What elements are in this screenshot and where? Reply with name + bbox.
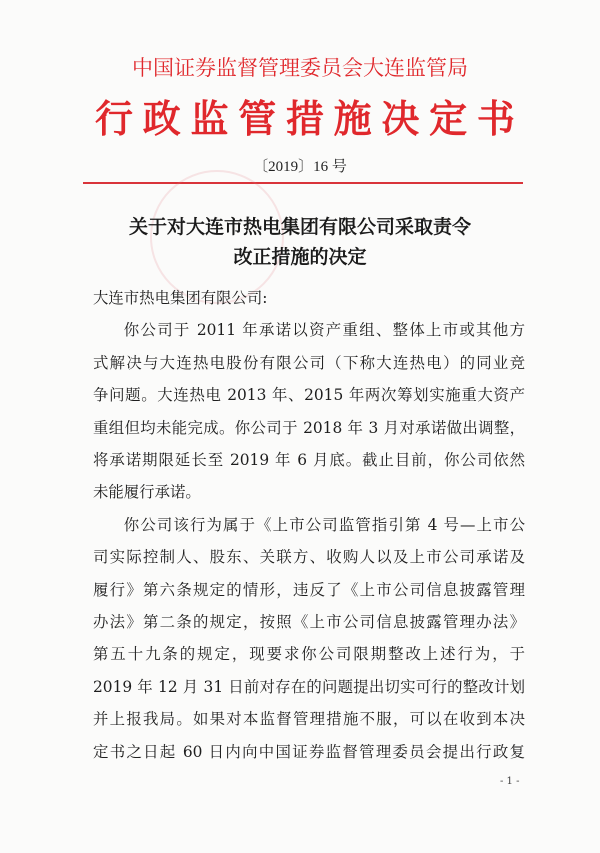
text-line: 你公司该行为属于《上市公司监管指引第 4 号—上市公 [123, 515, 525, 534]
text-line: 式解决与大连热电股份有限公司（下称大连热电）的同业竞 [93, 353, 525, 372]
subject-line-1: 关于对大连市热电集团有限公司采取责令 [128, 216, 471, 238]
title-char: 决 [381, 96, 420, 141]
addressee: 大连市热电集团有限公司: [93, 289, 268, 307]
subject-line-2: 改正措施的决定 [233, 246, 367, 268]
title-char: 定 [429, 96, 468, 141]
title-char: 政 [142, 96, 181, 141]
text-line: 将承诺期限延长至 2019 年 6 月底。截止目前，你公司依然 [93, 451, 525, 470]
text-line: 司实际控制人、股东、关联方、收购人以及上市公司承诺及 [93, 548, 525, 567]
text-line: 未能履行承诺。 [93, 483, 201, 502]
paragraph-1 [93, 314, 525, 508]
title-char: 措 [285, 96, 324, 141]
text-line: 第五十九条的规定，现要求你公司限期整改上述行为，于 [93, 645, 525, 664]
text-line: 并上报我局。如果对本监督管理措施不服，可以在收到本决 [93, 710, 525, 729]
text-line: 定书之日起 60 日内向中国证券监督管理委员会提出行政复 [93, 742, 525, 761]
title-char: 行 [95, 96, 134, 141]
text-line: 2019 年 12 月 31 日前对存在的问题提出切实可行的整改计划 [93, 677, 525, 696]
text-line: 履行》第六条规定的情形，违反了《上市公司信息披露管理 [93, 580, 525, 599]
title-char: 管 [238, 96, 277, 141]
title-char: 施 [333, 96, 372, 141]
title-char: 书 [476, 96, 515, 141]
text-line: 你公司于 2011 年承诺以资产重组、整体上市或其他方 [123, 321, 525, 340]
text-line: 重组但均未能完成。你公司于 2018 年 3 月对承诺做出调整， [93, 418, 525, 437]
paragraph-2 [93, 509, 525, 768]
document-body [93, 282, 525, 768]
text-line: 办法》第二条的规定，按照《上市公司信息披露管理办法》 [93, 613, 525, 632]
red-divider-line [83, 182, 523, 184]
page-number: - 1 - [500, 776, 520, 787]
decision-subject [0, 212, 600, 272]
document-type-title [95, 88, 515, 143]
document-number: 〔2019〕16 号 [253, 159, 347, 175]
issuing-agency: 中国证券监督管理委员会大连监管局 [132, 56, 468, 80]
title-char: 监 [190, 96, 229, 141]
text-line: 争问题。大连热电 2013 年、2015 年两次筹划实施重大资产 [93, 386, 525, 405]
